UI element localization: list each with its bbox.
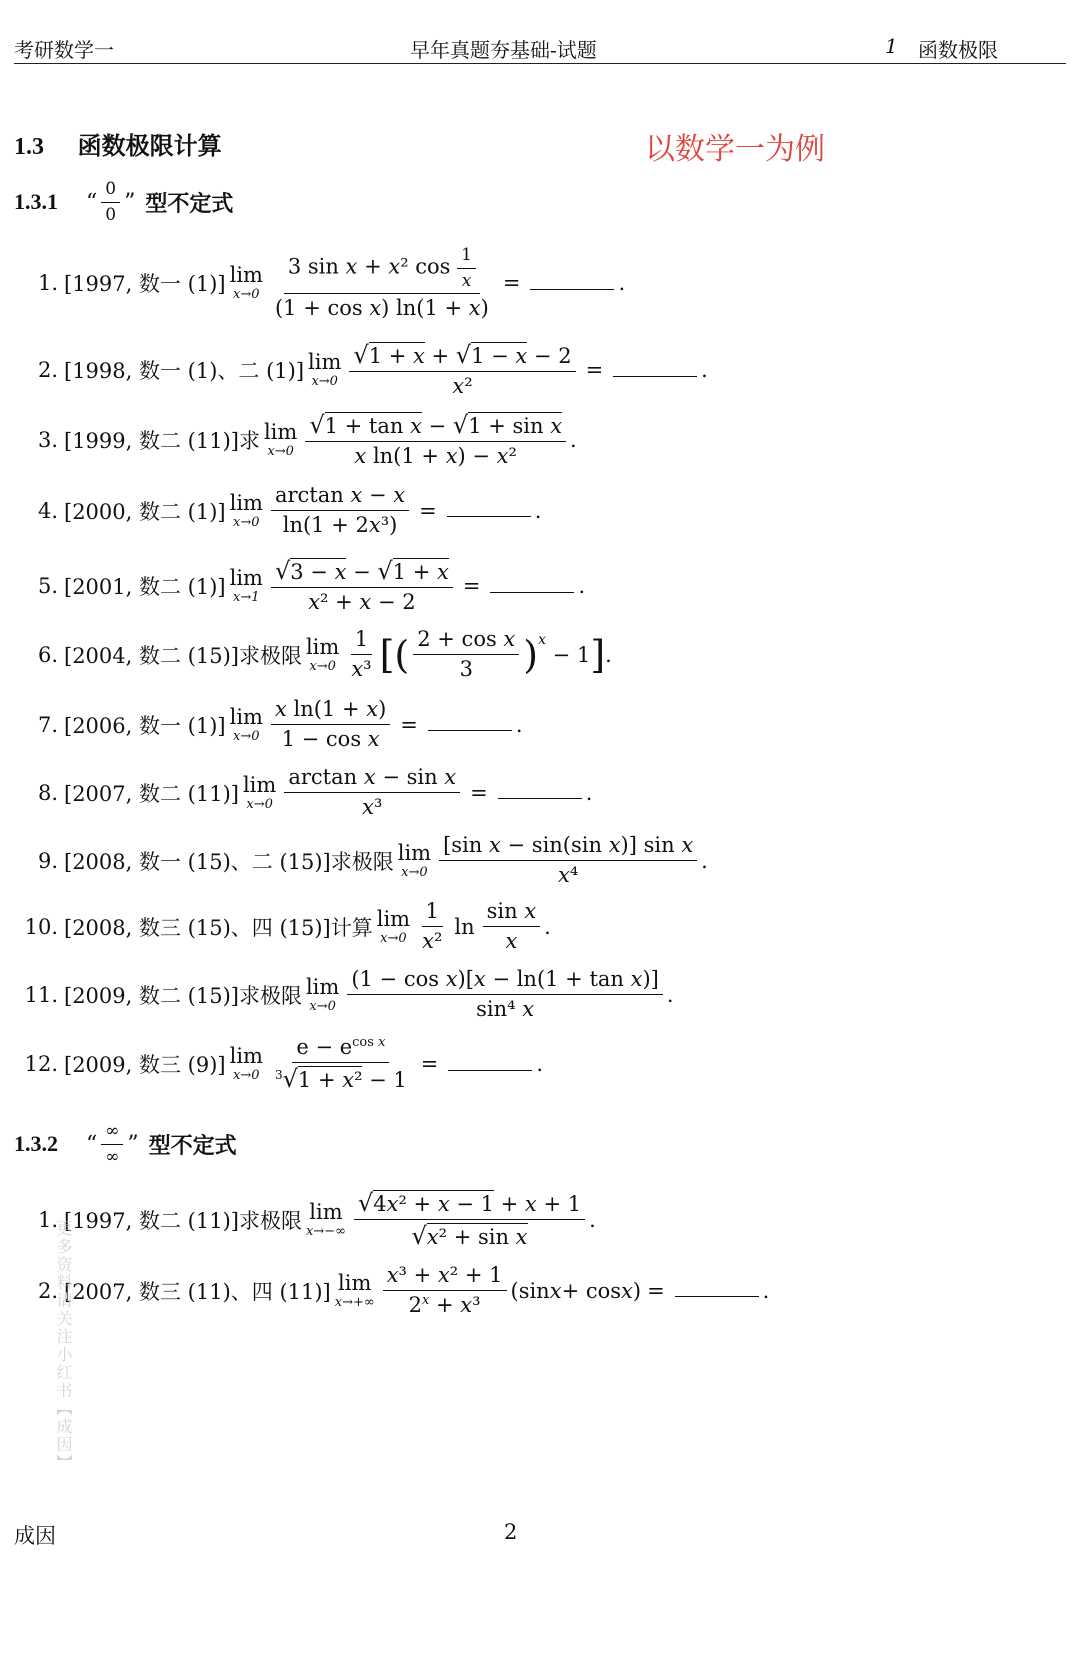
header-right: 函数极限 xyxy=(918,38,998,62)
problem-1: 1. [1997, 数一 (1)] lim x→0 3 sin x + x² cos $\frac{1}{x}$ (1 + cos x) ln(1 + x) = . xyxy=(37,245,626,321)
problem-8: 8. [2007, 数二 (11)] lim x→0 $\frac{\text{arctan x − sin x}}{\text{x³}}$ = . xyxy=(37,765,593,820)
section-heading xyxy=(14,126,222,161)
subsection-1-heading: 1.3.1 “ $\frac{0}{0}$ ” 型不定式 xyxy=(14,179,234,225)
problem-9: 9. [2008, 数一 (15)、二 (15)]求极限 lim x→0 $\frac{\text{[sin x − sin(sin x)] sin x}}{\text{x⁴}}$ . xyxy=(37,833,708,888)
header-rule xyxy=(14,63,1066,64)
problem-12: 12. [2009, 数三 (9)] lim x→0 $\frac{e - e^{cos x}}{^3√1 + x^2 - 1}$ = . xyxy=(24,1035,544,1094)
problem-7: 7. [2006, 数一 (1)] lim x→0 $\frac{\text{x ln(1 + x)}}{\text{1 − cos x}}$ = . xyxy=(37,697,523,752)
section-title: 函数极限计算 xyxy=(77,132,222,160)
problem-10: 10. [2008, 数三 (15)、四 (15)]计算 lim x→0 $\frac{1}{\text{x²}}$ ln $\frac{\text{sin x}}{x}$ . xyxy=(24,899,551,954)
problem-3: 3. [1999, 数二 (11)]求 lim x→0 $\frac{\text{√1 + tan x − √1 + sin x}}{\text{x ln(1 + x) − x²}}$ . xyxy=(37,411,577,469)
problem-2: 2. [1998, 数一 (1)、二 (1)] lim x→0 $\frac{√1 + x + √1 - x - 2}{\text{x²}}$ = . xyxy=(37,341,708,399)
subsection-1-title: 型不定式 xyxy=(145,191,234,217)
header-left: 考研数学一 xyxy=(14,38,114,62)
section-number: 1.3 xyxy=(14,134,44,160)
infinity-over-infinity: $\frac{\infty}{\infty}$ xyxy=(101,1122,123,1166)
watermark: 更多资料请关注小红书【成因】 xyxy=(54,1220,73,1472)
answer-blank[interactable] xyxy=(447,516,531,517)
header-page-num: 1 xyxy=(885,34,898,58)
answer-blank[interactable] xyxy=(498,798,582,799)
subsection-2-number: 1.3.2 xyxy=(14,1131,58,1157)
footer-left: 成因 xyxy=(14,1524,56,1548)
subsection-2-heading: 1.3.2 “ $\frac{\infty}{\infty}$ ” 型不定式 xyxy=(14,1121,237,1167)
answer-blank[interactable] xyxy=(530,289,614,290)
subsection-1-number: 1.3.1 xyxy=(14,189,58,215)
header-center: 早年真题夯基础-试题 xyxy=(410,38,597,62)
answer-blank[interactable] xyxy=(675,1296,759,1297)
problem-4: 4. [2000, 数二 (1)] lim x→0 $\frac{\text{arctan x − x}}{\text{ln(1 + 2x³)}}$ = . xyxy=(37,483,542,538)
answer-blank[interactable] xyxy=(448,1070,532,1071)
problem-5: 5. [2001, 数二 (1)] lim x→1 $\frac{√3 - x - √1 + x}{\text{x² + x − 2}}$ = . xyxy=(37,557,586,615)
answer-blank[interactable] xyxy=(428,730,512,731)
answer-blank[interactable] xyxy=(613,376,697,377)
subsection-2-title: 型不定式 xyxy=(148,1133,237,1159)
annotation-note: 以数学一为例 xyxy=(645,132,825,167)
footer-page-number: 2 xyxy=(504,1520,518,1544)
problem-11: 11. [2009, 数二 (15)]求极限 lim x→0 $\frac{\text{(1 − cos x)[x − ln(1 + tan x)]}}{\text{sin⁴ x}}$ . xyxy=(24,967,674,1022)
problem-2-1: 1. [1997, 数二 (11)]求极限 lim x→−∞ $\frac{\text{√4x² + x − 1 + x + 1}}{\text{√x² + sin x}}$ . xyxy=(37,1189,596,1251)
problem-2-2: 2. [2007, 数三 (11)、四 (11)] lim x→+∞ $\frac{\text{x³ + x² + 1}}{2^x + x^3}$ (sin x + cos x ) = . xyxy=(37,1263,770,1318)
zero-over-zero: $\frac{0}{0}$ xyxy=(101,180,120,224)
problem-6: 6. [2004, 数二 (15)]求极限 lim x→0 $\frac{1}{\text{x³}}$ [ ( $\frac{\text{2 + cos x}}{3}$ ) x − 1 ] . xyxy=(37,627,612,682)
answer-blank[interactable] xyxy=(490,592,574,593)
